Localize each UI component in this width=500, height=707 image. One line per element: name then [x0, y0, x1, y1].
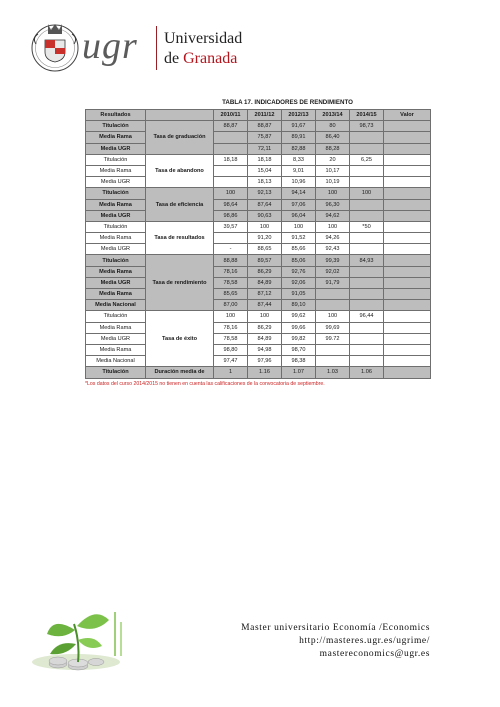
table-row: [86, 289, 431, 300]
column-header: 2013/14: [316, 110, 350, 121]
table-cell: 87,00: [214, 300, 248, 311]
table-cell: [384, 143, 431, 154]
row-label: Media Rama: [86, 322, 146, 333]
table-cell: [384, 210, 431, 221]
row-label: Media Nacional: [86, 300, 146, 311]
table-cell: 98,73: [350, 121, 384, 132]
header-divider: [156, 26, 157, 70]
table-cell: [214, 143, 248, 154]
table-cell: [384, 244, 431, 255]
table-cell: 78,58: [214, 333, 248, 344]
table-cell: -: [214, 244, 248, 255]
table-row: [86, 165, 431, 176]
table-cell: 84,93: [350, 255, 384, 266]
table-cell: 78,16: [214, 266, 248, 277]
table-cell: [350, 266, 384, 277]
table-row: [86, 199, 431, 210]
table-cell: 92,43: [316, 244, 350, 255]
table-cell: 98,80: [214, 344, 248, 355]
table-cell: 6,25: [350, 154, 384, 165]
table-cell: 1.06: [350, 367, 384, 378]
table-cell: [384, 311, 431, 322]
table-cell: 87,44: [248, 300, 282, 311]
master-email-link[interactable]: mastereconomics@ugr.es: [319, 649, 430, 659]
table-row: [86, 367, 431, 378]
table-cell: [384, 165, 431, 176]
table-cell: [384, 266, 431, 277]
table-cell: 94,14: [282, 188, 316, 199]
indicator-name: Tasa de éxito: [146, 311, 214, 367]
ugr-logo-text: ugr: [82, 25, 138, 67]
table-cell: 10,19: [316, 177, 350, 188]
table-cell: 99,62: [282, 311, 316, 322]
table-cell: 39,57: [214, 221, 248, 232]
university-crest-icon: [30, 18, 80, 74]
table-cell: [214, 233, 248, 244]
row-label: Media Rama: [86, 289, 146, 300]
table-cell: 100: [316, 221, 350, 232]
table-cell: 94,62: [316, 210, 350, 221]
table-cell: 100: [214, 311, 248, 322]
table-cell: 100: [248, 221, 282, 232]
table-cell: 10,17: [316, 165, 350, 176]
table-cell: 85,66: [282, 244, 316, 255]
university-name-line1: Universidad: [164, 30, 243, 47]
table-cell: 100: [316, 188, 350, 199]
table-cell: [384, 154, 431, 165]
table-footnote: *Los datos del curso 2014/2015 no tienen en cuenta las calificaciones de la convocatoria de septiembre.: [85, 380, 325, 387]
table-cell: 100: [214, 188, 248, 199]
table-cell: 92,02: [316, 266, 350, 277]
indicator-name: Tasa de rendimiento: [146, 255, 214, 311]
table-cell: [384, 255, 431, 266]
table-cell: 18,18: [214, 154, 248, 165]
table-row: [86, 266, 431, 277]
table-cell: [384, 121, 431, 132]
column-header: 2014/15: [350, 110, 384, 121]
table-cell: [384, 344, 431, 355]
table-cell: 100: [316, 311, 350, 322]
table-cell: [384, 333, 431, 344]
table-cell: 91,05: [282, 289, 316, 300]
row-label: Media UGR: [86, 244, 146, 255]
table-cell: 100: [248, 311, 282, 322]
row-label: Media Rama: [86, 266, 146, 277]
table-cell: 8,33: [282, 154, 316, 165]
table-cell: 78,16: [214, 322, 248, 333]
table-cell: 90,63: [248, 210, 282, 221]
table-cell: 99,82: [282, 333, 316, 344]
table-cell: [214, 177, 248, 188]
table-cell: [214, 132, 248, 143]
footer-contact: [241, 622, 430, 661]
table-cell: 9,01: [282, 165, 316, 176]
table-cell: 97,06: [282, 199, 316, 210]
table-header-row: [86, 110, 431, 121]
table-cell: [350, 143, 384, 154]
table-cell: 84,89: [248, 277, 282, 288]
column-header: 2010/11: [214, 110, 248, 121]
table-cell: 75,87: [248, 132, 282, 143]
table-row: [86, 255, 431, 266]
table-cell: [384, 177, 431, 188]
row-label: Media Rama: [86, 344, 146, 355]
table-cell: 100: [282, 221, 316, 232]
table-cell: [350, 277, 384, 288]
table-cell: 20: [316, 154, 350, 165]
table-cell: 88,88: [214, 255, 248, 266]
table-row: [86, 244, 431, 255]
table-cell: 100: [350, 188, 384, 199]
performance-indicators-table: [85, 109, 431, 379]
table-cell: 1.16: [248, 367, 282, 378]
column-header: 2011/12: [248, 110, 282, 121]
table-cell: [350, 356, 384, 367]
table-cell: 72,11: [248, 143, 282, 154]
table-cell: 88,87: [214, 121, 248, 132]
table-cell: 99,66: [282, 322, 316, 333]
table-cell: 78,58: [214, 277, 248, 288]
table-row: [86, 322, 431, 333]
table-cell: 92,13: [248, 188, 282, 199]
table-cell: [350, 333, 384, 344]
table-cell: [350, 300, 384, 311]
row-label: Titulación: [86, 367, 146, 378]
table-cell: 86,29: [248, 322, 282, 333]
table-cell: 89,10: [282, 300, 316, 311]
table-cell: 1.03: [316, 367, 350, 378]
table-cell: 96,44: [350, 311, 384, 322]
column-header: Resultados: [86, 110, 146, 121]
table-cell: 92,06: [282, 277, 316, 288]
row-label: Media Rama: [86, 165, 146, 176]
table-cell: [384, 300, 431, 311]
column-header: Valor: [384, 110, 431, 121]
performance-table-section: [85, 99, 430, 387]
indicator-name: Tasa de eficiencia: [146, 188, 214, 222]
university-name-city: Granada: [183, 50, 238, 67]
indicator-name: Duración media de: [146, 367, 214, 378]
table-cell: 85,06: [282, 255, 316, 266]
university-name-prefix: de: [164, 50, 180, 67]
table-cell: 85,65: [214, 289, 248, 300]
table-cell: [316, 289, 350, 300]
table-cell: 98,70: [282, 344, 316, 355]
row-label: Media Rama: [86, 132, 146, 143]
table-cell: 1: [214, 367, 248, 378]
table-cell: 18,18: [248, 154, 282, 165]
table-row: [86, 177, 431, 188]
table-cell: 94,26: [316, 233, 350, 244]
table-cell: 87,12: [248, 289, 282, 300]
row-label: Media Nacional: [86, 356, 146, 367]
table-cell: 87,64: [248, 199, 282, 210]
table-cell: 84,89: [248, 333, 282, 344]
row-label: Media UGR: [86, 277, 146, 288]
table-cell: [350, 177, 384, 188]
row-label: Media Rama: [86, 199, 146, 210]
university-name-line2: [164, 50, 237, 68]
row-label: Titulación: [86, 311, 146, 322]
table-cell: [384, 233, 431, 244]
table-cell: 98,86: [214, 210, 248, 221]
plant-coins-illustration-icon: [28, 604, 136, 674]
table-row: [86, 344, 431, 355]
table-cell: 98,64: [214, 199, 248, 210]
row-label: Media UGR: [86, 177, 146, 188]
row-label: Titulación: [86, 121, 146, 132]
table-cell: [350, 289, 384, 300]
table-cell: [384, 221, 431, 232]
table-row: [86, 233, 431, 244]
table-row: [86, 143, 431, 154]
table-cell: [350, 199, 384, 210]
table-cell: [350, 210, 384, 221]
table-cell: 97,96: [248, 356, 282, 367]
table-cell: 91,67: [282, 121, 316, 132]
table-cell: 91,79: [316, 277, 350, 288]
table-row: [86, 221, 431, 232]
master-program-name: Master universitario Economía /Economics: [241, 623, 430, 633]
indicator-name: Tasa de abandono: [146, 154, 214, 188]
table-cell: [316, 300, 350, 311]
table-cell: 99,39: [316, 255, 350, 266]
table-cell: [350, 233, 384, 244]
table-cell: [384, 199, 431, 210]
row-label: Titulación: [86, 221, 146, 232]
table-cell: 99,69: [316, 322, 350, 333]
table-cell: 91,20: [248, 233, 282, 244]
row-label: Titulación: [86, 255, 146, 266]
table-cell: [350, 344, 384, 355]
table-cell: [384, 356, 431, 367]
table-cell: 88,65: [248, 244, 282, 255]
table-cell: 92,76: [282, 266, 316, 277]
table-cell: 96,30: [316, 199, 350, 210]
master-website-link[interactable]: http://masteres.ugr.es/ugrime/: [299, 636, 430, 646]
table-title: TABLA 17. INDICADORES DE RENDIMIENTO: [222, 99, 353, 106]
table-cell: 1.07: [282, 367, 316, 378]
table-body: [86, 121, 431, 378]
table-cell: 98,38: [282, 356, 316, 367]
table-cell: [316, 356, 350, 367]
row-label: Media Rama: [86, 233, 146, 244]
table-row: [86, 121, 431, 132]
table-row: [86, 333, 431, 344]
table-cell: [384, 322, 431, 333]
table-cell: 15,04: [248, 165, 282, 176]
table-cell: 82,88: [282, 143, 316, 154]
table-cell: 94,98: [248, 344, 282, 355]
table-cell: 88,87: [248, 121, 282, 132]
table-cell: [384, 367, 431, 378]
table-row: [86, 356, 431, 367]
table-cell: 86,40: [316, 132, 350, 143]
table-cell: 86,29: [248, 266, 282, 277]
table-row: [86, 132, 431, 143]
table-cell: *50: [350, 221, 384, 232]
table-cell: 88,28: [316, 143, 350, 154]
table-row: [86, 154, 431, 165]
table-row: [86, 210, 431, 221]
table-cell: 91,52: [282, 233, 316, 244]
table-row: [86, 277, 431, 288]
row-label: Media UGR: [86, 143, 146, 154]
column-header: 2012/13: [282, 110, 316, 121]
table-cell: 97,47: [214, 356, 248, 367]
table-cell: [384, 277, 431, 288]
row-label: Media UGR: [86, 333, 146, 344]
table-cell: 80: [316, 121, 350, 132]
table-cell: [350, 165, 384, 176]
indicator-name: Tasa de resultados: [146, 221, 214, 255]
column-header: [146, 110, 214, 121]
table-cell: 10,96: [282, 177, 316, 188]
table-cell: [350, 322, 384, 333]
row-label: Titulación: [86, 154, 146, 165]
table-row: [86, 311, 431, 322]
indicator-name: Tasa de graduación: [146, 121, 214, 155]
table-cell: 89,57: [248, 255, 282, 266]
table-cell: [384, 188, 431, 199]
table-cell: [214, 165, 248, 176]
table-cell: [350, 244, 384, 255]
table-cell: 89,91: [282, 132, 316, 143]
row-label: Titulación: [86, 188, 146, 199]
table-cell: [350, 132, 384, 143]
table-cell: [316, 344, 350, 355]
university-header: [30, 18, 250, 78]
table-row: [86, 300, 431, 311]
row-label: Media UGR: [86, 210, 146, 221]
table-cell: 96,04: [282, 210, 316, 221]
table-cell: [384, 289, 431, 300]
table-cell: [384, 132, 431, 143]
table-row: [86, 188, 431, 199]
table-cell: 99.72: [316, 333, 350, 344]
table-cell: 18,13: [248, 177, 282, 188]
